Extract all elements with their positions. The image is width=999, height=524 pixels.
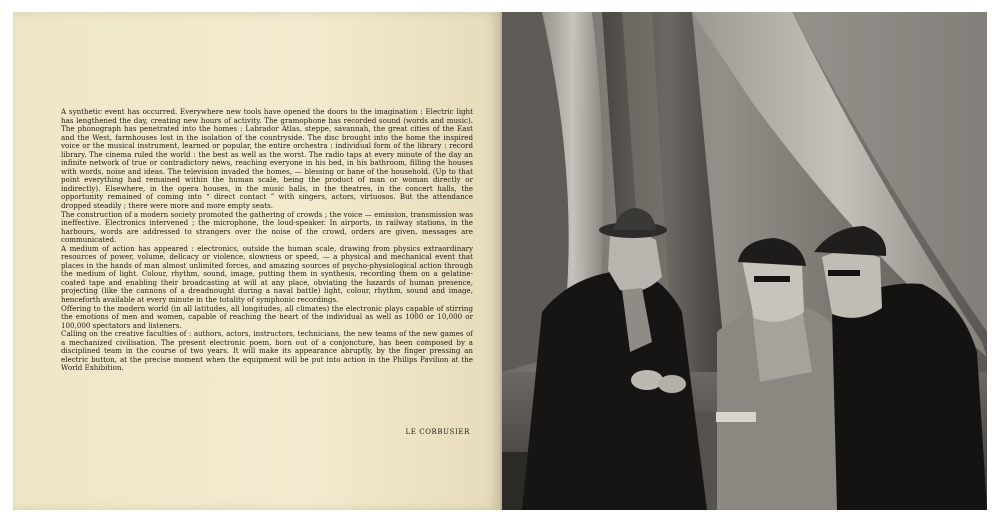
left-page [13,12,500,510]
essay-paragraph: Offering to the modern world (in all latitudes, all longitudes, all climates) the electronic plays capable of stirring the emotions of men and women, capable of reaching the heart of the individual as well as 1000 or 10,000 or 100,000 spectators and listeners. [61,303,473,330]
signature: LE CORBUSIER [405,428,470,436]
essay-paragraph: The construction of a modern society promoted the gathering of crowds ; the voice — emission, transmission was ineffective. Electronics intervened ; the microphone, the loud-speaker. In airports, in railway stations, in the harbours, words are addressed to strangers over the noise of the crowd, orders are given, messages are communicated. [61,209,473,245]
open-booklet [13,12,987,510]
essay-paragraph: A synthetic event has occurred. Everywhere new tools have opened the doors to the imagination : Electric light has lengthened the day, creating new hours of activity. The gramophone has recorded sound (words and music). The phonograph has penetrated into the homes : Labrador Atlas, steppe, savannah, the great cities of the East and the West, farmhouses lost in the isolation of the countryside. The disc brought into the home the inspired voice or the musical instrument, learned or popular, the entire orchestra : individual form of the library : record library. The cinema ruled the world : the best as well as the worst. The radio taps at every minute of the day an infinite network of true or contradictory news, reaching everyone in his bed, in his bathroom, filling the houses with words, noise and ideas. The television invaded the homes, — blessing or bane of the household. (Up to that point everything had remained within the human scale, being the product of man or woman directly or indirectly). Elsewhere, in the opera houses, in the music halls, in the theatres, in the concert halls, the opportunity remained of coming into “ direct contact ” with singers, actors, virtuosos. But the attendance dropped steadily ; there were more and more empty seats. [61,107,473,211]
essay-paragraph: A medium of action has appeared : electronics, outside the human scale, drawing from physics extraordinary resources of power, volume, delicacy or violence, slowness or speed, — a physical and mechanical event that places in the hands of man almost unlimited forces, and amazing sources of psycho-physiological action through the medium of light. Colour, rhythm, sound, image, putting them in synthesis, recording them on a gelatine-coated tape and enabling their broadcasting at will at any place, obviating the hazards of human presence, projecting (like the cannons of a dreadnought during a naval battle) light, colour, rhythm, sound and image, henceforth available at every minute in the totality of symphonic recordings. [61,243,473,305]
essay-text [61,108,473,373]
right-page [502,12,987,510]
essay-paragraph: Calling on the creative faculties of : authors, actors, instructors, technicians, the new teams of the new games of a mechanized civilisation. The present electronic poem, born out of a conjoncture, has been composed by a disciplined team in the course of two years. It will make its appearance abruptly, by the finger pressing an electric button, at the precise moment when the equipment will be put into action in the Philips Pavilion at the World Exhibition. [61,329,473,373]
photograph-icon [502,12,987,510]
